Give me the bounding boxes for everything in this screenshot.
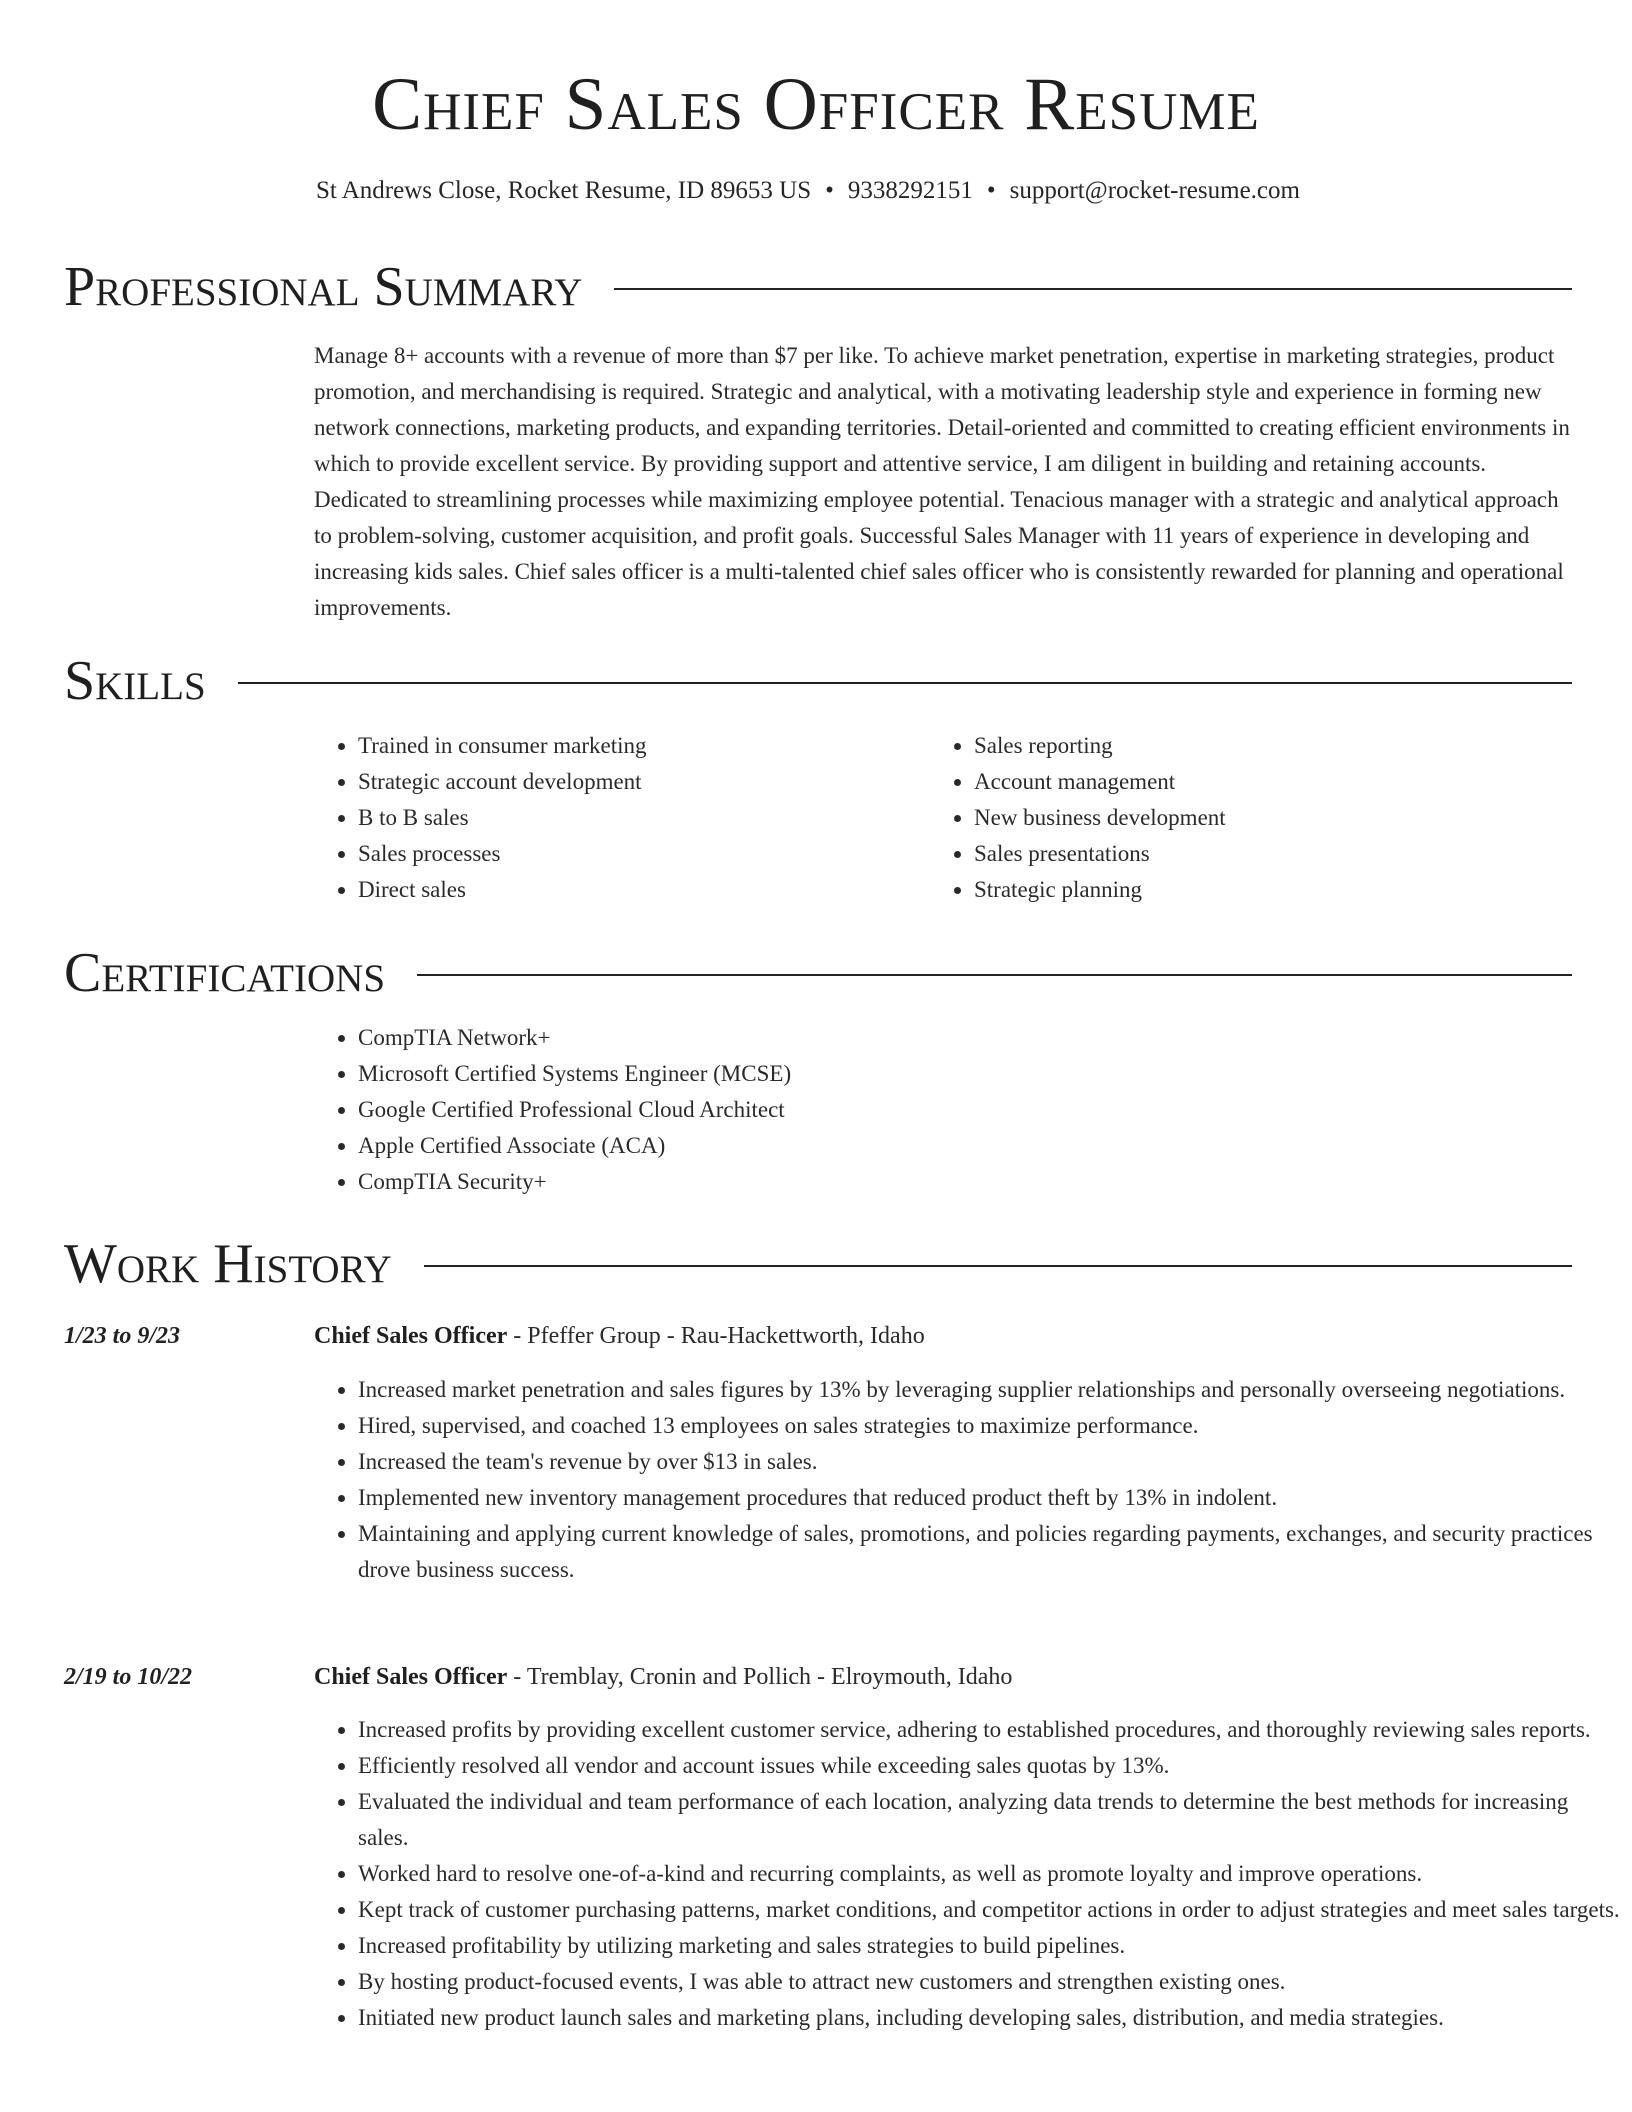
job-bullets [314, 1372, 1620, 1588]
job-dates: 2/19 to 10/22 [64, 1664, 193, 1690]
job-bullet: • Hired, supervised, and coached 13 employees on sales strategies to maximize performance. [358, 1408, 1620, 1444]
job-bullet: • Implemented new inventory management procedures that reduced product theft by 13% in indolent. [358, 1480, 1620, 1516]
job-bullet: • Evaluated the individual and team performance of each location, analyzing data trends to determine the best methods for increasing sales. [358, 1784, 1620, 1856]
skill-item: • Account management [974, 764, 1574, 800]
job-title: Chief Sales Officer [314, 1323, 508, 1349]
job-heading [314, 1318, 925, 1354]
job-employer-location: - Tremblay, Cronin and Pollich - Elroymouth, Idaho [507, 1664, 1013, 1690]
contact-email[interactable]: support@rocket-resume.com [1009, 177, 1300, 204]
work-history-heading [64, 1229, 1572, 1299]
job-bullet: • Increased market penetration and sales figures by 13% by leveraging supplier relationships and personally overseeing negotiations. [358, 1372, 1620, 1408]
skill-item: • Strategic planning [974, 872, 1574, 908]
skills-heading [64, 646, 1572, 716]
skill-item: • B to B sales [358, 800, 928, 836]
skill-item: • Strategic account development [358, 764, 928, 800]
section-divider [238, 682, 1572, 684]
job-employer-location: - Pfeffer Group - Rau-Hackettworth, Idaho [507, 1323, 925, 1349]
job-dates: 1/23 to 9/23 [64, 1323, 181, 1349]
certification-item: • CompTIA Network+ [358, 1020, 1578, 1056]
job-heading [314, 1659, 1012, 1695]
section-divider [424, 1265, 1572, 1267]
contact-separator: • [825, 177, 834, 204]
job-bullet: • Initiated new product launch sales and marketing plans, including developing sales, distribution, and media strategies. [358, 2000, 1620, 2036]
skill-item: • Sales reporting [974, 728, 1574, 764]
job-bullet: • Maintaining and applying current knowledge of sales, promotions, and policies regarding payments, exchanges, and security practices drove business success. [358, 1516, 1620, 1588]
skills-list-left [314, 728, 928, 908]
summary-text: Manage 8+ accounts with a revenue of more than $7 per like. To achieve market penetration, expertise in marketing strategies, product promotion, and merchandising is required. Strategic and analytical, with a motivating leadership style and experience in forming new network connections, marketing products, and expanding territories. Detail-oriented and committed to creating efficient environments in which to provide excellent service. By providing support and attentive service, I am diligent in building and retaining accounts. Dedicated to streamlining processes while maximizing employee potential. Tenacious manager with a strategic and analytical approach to problem-solving, customer acquisition, and profit goals. Successful Sales Manager with 11 years of experience in developing and increasing kids sales. Chief sales officer is a multi-talented chief sales officer who is consistently rewarded for planning and operational improvements. [314, 343, 1570, 620]
section-divider [417, 974, 1572, 976]
contact-phone: 9338292151 [847, 177, 973, 204]
job-bullet: • Increased profitability by utilizing marketing and sales strategies to build pipelines. [358, 1928, 1620, 1964]
certification-item: • Apple Certified Associate (ACA) [358, 1128, 1578, 1164]
certifications-list [314, 1020, 1578, 1200]
section-divider [614, 288, 1572, 290]
job-bullet: • Increased profits by providing excellent customer service, adhering to established procedures, and thoroughly reviewing sales reports. [358, 1712, 1620, 1748]
job-bullets [314, 1712, 1620, 2036]
job-bullet: • Increased the team's revenue by over $13 in sales. [358, 1444, 1620, 1480]
contact-line [0, 174, 1616, 208]
job-bullet: • By hosting product-focused events, I was able to attract new customers and strengthen existing ones. [358, 1964, 1620, 2000]
job-title: Chief Sales Officer [314, 1664, 508, 1690]
contact-separator: • [986, 177, 996, 204]
certification-item: • Google Certified Professional Cloud Architect [358, 1092, 1578, 1128]
job-bullet: • Kept track of customer purchasing patterns, market conditions, and competitor actions in order to adjust strategies and meet sales targets. [358, 1892, 1620, 1928]
skill-item: • Sales processes [358, 836, 928, 872]
skill-item: • Trained in consumer marketing [358, 728, 928, 764]
skill-item: • New business development [974, 800, 1574, 836]
contact-address: St Andrews Close, Rocket Resume, ID 89653 US [316, 177, 812, 204]
job-bullet: • Efficiently resolved all vendor and account issues while exceeding sales quotas by 13%. [358, 1748, 1620, 1784]
skills-list-right [930, 728, 1574, 908]
summary-heading [64, 252, 1572, 322]
job-bullet: • Worked hard to resolve one-of-a-kind and recurring complaints, as well as promote loyalty and improve operations. [358, 1856, 1620, 1892]
certifications-heading [64, 938, 1572, 1008]
section-title: Skills [64, 650, 206, 712]
certification-item: • CompTIA Security+ [358, 1164, 1578, 1200]
section-title: Certifications [64, 942, 386, 1004]
skill-item: • Direct sales [358, 872, 928, 908]
section-title: Professional Summary [64, 256, 583, 318]
resume-title: Chief Sales Officer Resume [372, 63, 1260, 146]
section-title: Work History [64, 1233, 392, 1295]
certification-item: • Microsoft Certified Systems Engineer (MCSE) [358, 1056, 1578, 1092]
skill-item: • Sales presentations [974, 836, 1574, 872]
